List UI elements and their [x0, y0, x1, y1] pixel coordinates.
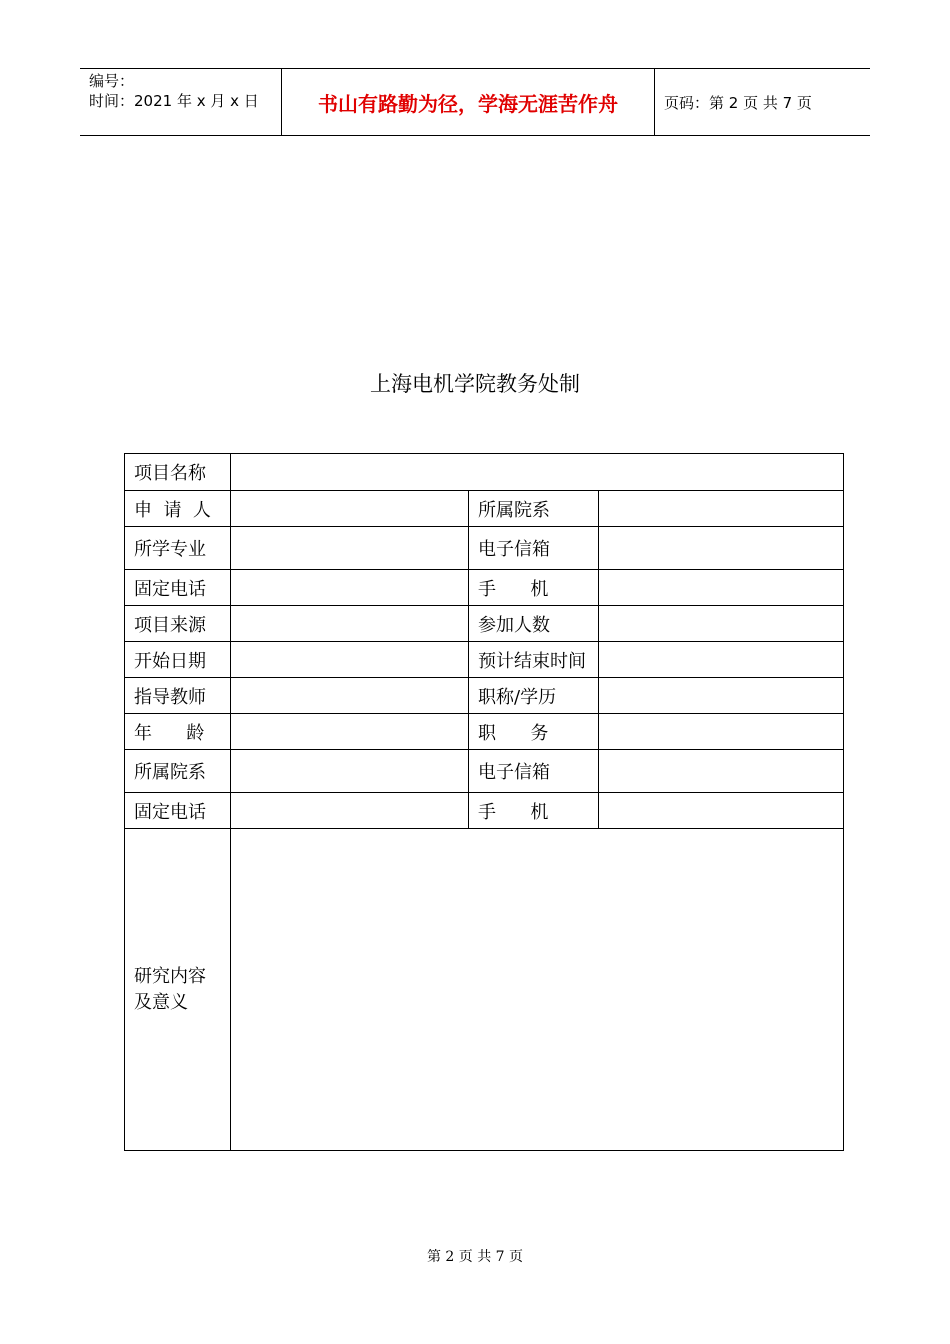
advisor-label: 指导教师 — [125, 678, 231, 714]
table-row — [125, 454, 844, 491]
advisor-mobile-field[interactable] — [599, 793, 844, 829]
advisor-email-label: 电子信箱 — [469, 750, 599, 793]
research-content-field[interactable] — [231, 829, 844, 1151]
email-label: 电子信箱 — [469, 527, 599, 570]
header-meta — [80, 69, 282, 135]
table-row — [125, 642, 844, 678]
table-row — [125, 793, 844, 829]
project-name-field[interactable] — [231, 454, 844, 491]
table-row — [125, 829, 844, 1151]
age-label: 年 龄 — [125, 714, 231, 750]
major-label: 所学专业 — [125, 527, 231, 570]
end-time-label: 预计结束时间 — [469, 642, 599, 678]
application-form — [124, 453, 844, 1151]
source-field[interactable] — [231, 606, 469, 642]
mobile-label: 手 机 — [469, 570, 599, 606]
applicant-label: 申 请 人 — [125, 491, 231, 527]
start-date-field[interactable] — [231, 642, 469, 678]
advisor-department-field[interactable] — [231, 750, 469, 793]
research-content-label: 研究内容及意义 — [125, 829, 231, 1151]
advisor-mobile-label: 手 机 — [469, 793, 599, 829]
position-field[interactable] — [599, 714, 844, 750]
mobile-field[interactable] — [599, 570, 844, 606]
page-title: 上海电机学院教务处制 — [370, 372, 580, 396]
advisor-landline-label: 固定电话 — [125, 793, 231, 829]
table-row — [125, 678, 844, 714]
table-row — [125, 606, 844, 642]
page-header — [80, 68, 870, 136]
header-motto: 书山有路勤为径，学海无涯苦作舟 — [282, 69, 655, 135]
email-field[interactable] — [599, 527, 844, 570]
title-degree-field[interactable] — [599, 678, 844, 714]
table-row — [125, 491, 844, 527]
landline-field[interactable] — [231, 570, 469, 606]
table-row — [125, 750, 844, 793]
start-date-label: 开始日期 — [125, 642, 231, 678]
title-degree-label: 职称/学历 — [469, 678, 599, 714]
department-field[interactable] — [599, 491, 844, 527]
age-field[interactable] — [231, 714, 469, 750]
position-label: 职 务 — [469, 714, 599, 750]
advisor-landline-field[interactable] — [231, 793, 469, 829]
landline-label: 固定电话 — [125, 570, 231, 606]
major-field[interactable] — [231, 527, 469, 570]
advisor-email-field[interactable] — [599, 750, 844, 793]
date-label: 时间：2021 年 x 月 x 日 — [89, 92, 259, 110]
advisor-field[interactable] — [231, 678, 469, 714]
end-time-field[interactable] — [599, 642, 844, 678]
participants-label: 参加人数 — [469, 606, 599, 642]
header-page-number: 页码：第 2 页 共 7 页 — [664, 93, 812, 112]
table-row — [125, 570, 844, 606]
department-label: 所属院系 — [469, 491, 599, 527]
table-row — [125, 527, 844, 570]
page-footer: 第 2 页 共 7 页 — [426, 1249, 524, 1265]
source-label: 项目来源 — [125, 606, 231, 642]
applicant-field[interactable] — [231, 491, 469, 527]
project-name-label: 项目名称 — [125, 454, 231, 491]
serial-number-label: 编号： — [89, 72, 135, 90]
advisor-department-label: 所属院系 — [125, 750, 231, 793]
participants-field[interactable] — [599, 606, 844, 642]
table-row — [125, 714, 844, 750]
